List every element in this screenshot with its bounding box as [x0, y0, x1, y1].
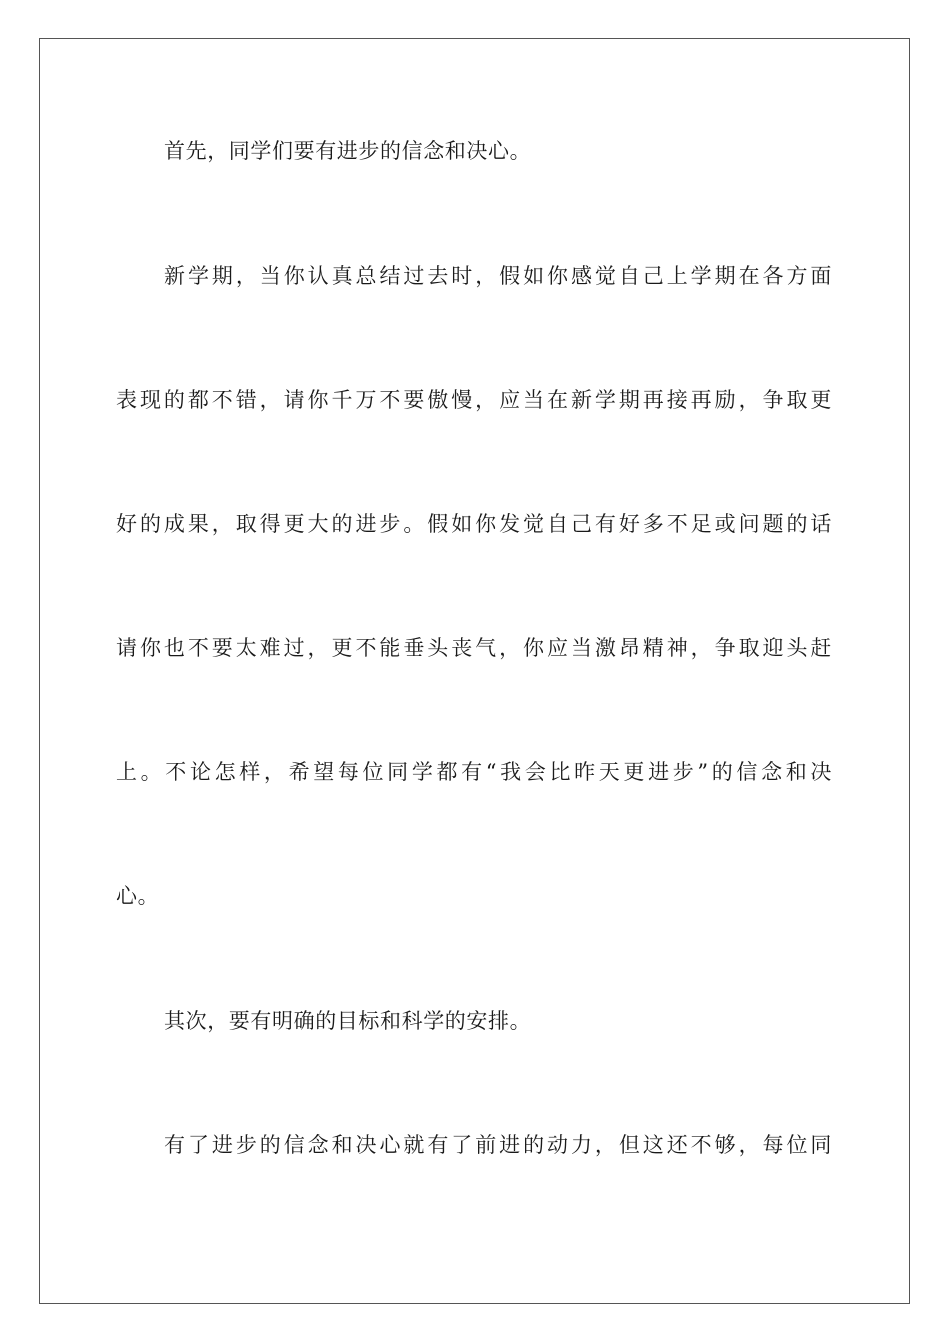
paragraph-1-line-1: 首先，同学们要有进步的信念和决心。: [164, 139, 532, 163]
paragraph-2-line-2: 表现的都不错，请你千万不要傲慢，应当在新学期再接再励，争取更: [116, 388, 832, 412]
paragraph-2-line-3: 好的成果，取得更大的进步。假如你发觉自己有好多不足或问题的话: [116, 512, 832, 536]
paragraph-2-line-5: 上。不论怎样，希望每位同学都有“我会比昨天更进步”的信念和决: [116, 760, 832, 784]
paragraph-2-line-4: 请你也不要太难过，更不能垂头丧气，你应当激昂精神，争取迎头赶: [116, 636, 832, 660]
paragraph-4-line-1: 有了进步的信念和决心就有了前进的动力，但这还不够，每位同: [164, 1133, 832, 1157]
paragraph-2-line-6: 心。: [116, 884, 160, 908]
paragraph-2-line-1: 新学期，当你认真总结过去时，假如你感觉自己上学期在各方面: [164, 264, 832, 288]
paragraph-3-line-1: 其次，要有明确的目标和科学的安排。: [164, 1009, 532, 1033]
page-frame: [39, 38, 910, 1304]
